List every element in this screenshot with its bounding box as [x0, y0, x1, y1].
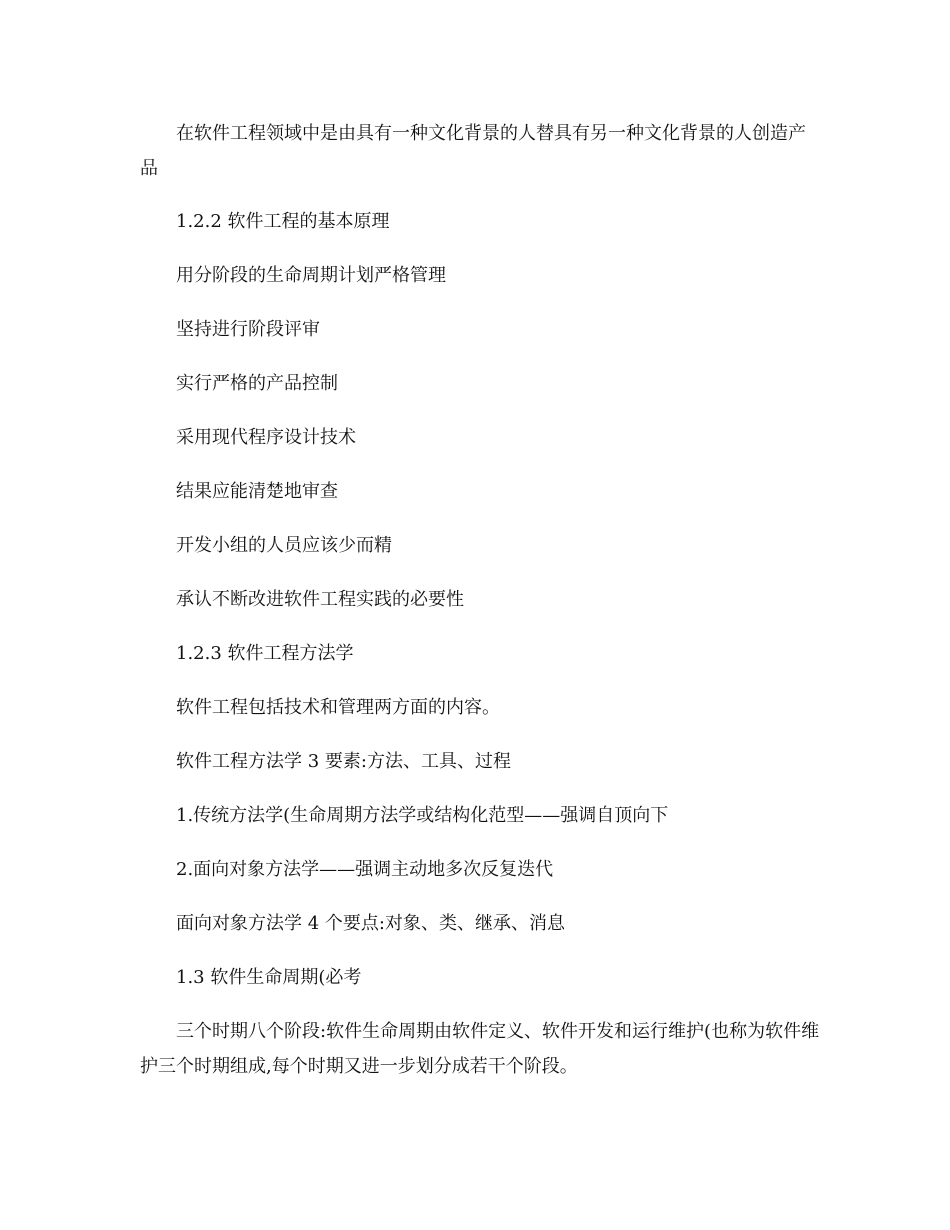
principle-item: 承认不断改进软件工程实践的必要性 — [176, 589, 464, 610]
principle-item: 实行严格的产品控制 — [176, 373, 338, 394]
principle-item: 结果应能清楚地审查 — [176, 481, 338, 502]
body-line: 1.传统方法学(生命周期方法学或结构化范型——强调自顶向下 — [176, 805, 669, 826]
paragraph-lifecycle: 三个时期八个阶段:软件生命周期由软件定义、软件开发和运行维护(也称为软件维护三个时期组成,每个时期又进一步划分成若干个阶段。 — [140, 1021, 820, 1077]
heading-1-2-3: 1.2.3 软件工程方法学 — [176, 643, 354, 664]
heading-1-3: 1.3 软件生命周期(必考 — [176, 967, 362, 988]
document-body — [140, 116, 820, 1084]
principle-item: 用分阶段的生命周期计划严格管理 — [176, 265, 446, 286]
principle-item: 坚持进行阶段评审 — [176, 319, 320, 340]
body-line: 2.面向对象方法学——强调主动地多次反复迭代 — [176, 859, 554, 880]
body-line: 面向对象方法学 4 个要点:对象、类、继承、消息 — [176, 913, 565, 934]
principle-item: 采用现代程序设计技术 — [176, 427, 356, 448]
principle-item: 开发小组的人员应该少而精 — [176, 535, 392, 556]
heading-1-2-2: 1.2.2 软件工程的基本原理 — [176, 211, 390, 232]
body-line: 软件工程包括技术和管理两方面的内容。 — [176, 697, 500, 718]
paragraph-intro: 在软件工程领域中是由具有一种文化背景的人替具有另一种文化背景的人创造产品 — [140, 123, 806, 179]
body-line: 软件工程方法学 3 要素:方法、工具、过程 — [176, 751, 511, 772]
